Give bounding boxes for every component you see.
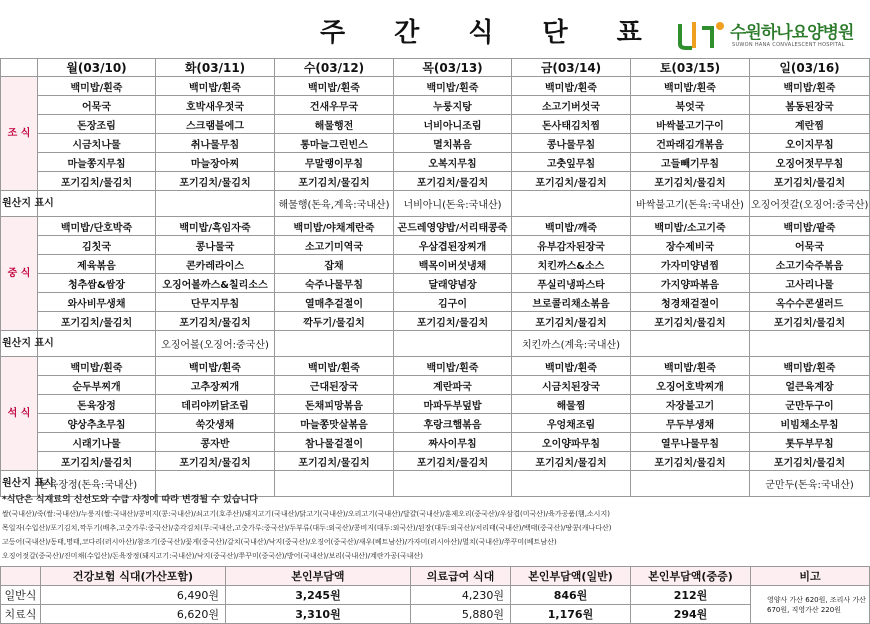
- menu-item: 포기김치/물김치: [156, 452, 275, 471]
- menu-row: [1, 115, 870, 134]
- menu-item: 포기김치/물김치: [512, 452, 631, 471]
- origin-row: [1, 191, 870, 217]
- origin-info: 오징어젓갈(오징어:중국산): [750, 191, 870, 217]
- menu-item: 백미밥/흰죽: [512, 77, 631, 96]
- menu-item: 포기김치/물김치: [38, 172, 156, 191]
- menu-item: 취나물무침: [156, 134, 275, 153]
- menu-item: 제육볶음: [38, 255, 156, 274]
- menu-item: 포기김치/물김치: [394, 312, 512, 331]
- menu-item: 백미밥/흰죽: [750, 357, 870, 376]
- corner-cell: [1, 59, 38, 77]
- menu-item: 백미밥/단호박죽: [38, 217, 156, 236]
- menu-item: 근대된장국: [275, 376, 394, 395]
- menu-item: 북엇국: [631, 96, 750, 115]
- menu-item: 브로콜리채소볶음: [512, 293, 631, 312]
- menu-item: 어묵국: [38, 96, 156, 115]
- menu-item: 백미밥/야채계란죽: [275, 217, 394, 236]
- menu-item: 포기김치/물김치: [631, 452, 750, 471]
- menu-item: 마늘쫑맛살볶음: [275, 414, 394, 433]
- day-header: 월(03/10): [38, 59, 156, 77]
- menu-item: 스크램블에그: [156, 115, 275, 134]
- menu-item: 시래기나물: [38, 433, 156, 452]
- menu-row: [1, 134, 870, 153]
- day-header-row: [1, 59, 870, 77]
- origin-note: 목일자(수입산)/포기김치,깍두기(배추,고춧가루:중국산)/총각김치(무:국내산,고춧가루:중국산)/두부류(대두:외국산)/콩비지(대두:외국산)/된장(대두:외국산)/서리태(국내산)/백태(중국산)/땅콩(캐나다산): [2, 524, 612, 532]
- day-header: 토(03/15): [631, 59, 750, 77]
- menu-item: 백미밥/소고기죽: [631, 217, 750, 236]
- menu-item: 포기김치/물김치: [38, 312, 156, 331]
- menu-item: 바싹불고기구이: [631, 115, 750, 134]
- medical-aid-fee: 5,880원: [411, 605, 511, 624]
- menu-item: 마늘장아찌: [156, 153, 275, 172]
- origin-info: 군만두(돈육:국내산): [750, 471, 870, 497]
- menu-item: 백미밥/흰죽: [512, 357, 631, 376]
- menu-item: 오이양파무침: [512, 433, 631, 452]
- price-header: 의료급여 식대: [411, 567, 511, 586]
- menu-row: [1, 153, 870, 172]
- price-note: 영양사 가산 620원, 조리사 가산 670원, 직영가산 220원: [751, 586, 870, 624]
- self-pay-general: 1,176원: [511, 605, 631, 624]
- origin-note: 쌀(국내산)/죽(쌀:국내산)/누룽지(쌀:국내산)/콩비지(콩:국내산)/쇠고기(호주산)/돼지고기(국내산)/닭고기(국내산)/오리고기(국내산)/달걀(국내산)/훈제오리(중국산)/우삼겹(미국산)/육가공품(햄,소시지): [2, 510, 610, 518]
- origin-label: 원산지 표시: [1, 471, 38, 497]
- menu-item: 호박새우젓국: [156, 96, 275, 115]
- menu-item: 치킨까스&소스: [512, 255, 631, 274]
- menu-row: [1, 357, 870, 376]
- menu-item: 톳두부무침: [750, 433, 870, 452]
- weekly-menu-table: [0, 58, 870, 497]
- menu-item: 열무나물무침: [631, 433, 750, 452]
- origin-info: [631, 331, 750, 357]
- menu-item: 너비아니조림: [394, 115, 512, 134]
- menu-item: 돈장조림: [38, 115, 156, 134]
- menu-item: 돈육장정: [38, 395, 156, 414]
- menu-item: 고추장찌개: [156, 376, 275, 395]
- menu-item: 양상추초무침: [38, 414, 156, 433]
- menu-item: 건파래김개볶음: [631, 134, 750, 153]
- menu-row: [1, 395, 870, 414]
- origin-info: [394, 331, 512, 357]
- menu-item: 유부감자된장국: [512, 236, 631, 255]
- menu-row: [1, 77, 870, 96]
- origin-row: [1, 331, 870, 357]
- menu-item: 깍두기/물김치: [275, 312, 394, 331]
- menu-row: [1, 255, 870, 274]
- menu-item: 콩나물국: [156, 236, 275, 255]
- menu-item: 고들빼기무침: [631, 153, 750, 172]
- origin-info: [156, 191, 275, 217]
- menu-item: 백미밥/흰죽: [631, 357, 750, 376]
- insurance-fee: 6,620원: [41, 605, 226, 624]
- price-row-label: 일반식: [1, 586, 41, 605]
- menu-item: 어묵국: [750, 236, 870, 255]
- menu-item: 장수제비국: [631, 236, 750, 255]
- menu-item: 해물찜: [512, 395, 631, 414]
- logo-name: 수원하나요양병원: [730, 23, 854, 43]
- menu-item: 소고기버섯국: [512, 96, 631, 115]
- menu-item: 통마늘그린빈스: [275, 134, 394, 153]
- menu-item: 마늘쫑지무침: [38, 153, 156, 172]
- menu-item: 무말랭이무침: [275, 153, 394, 172]
- menu-item: 백미밥/흰죽: [38, 77, 156, 96]
- menu-item: 백미밥/팥죽: [750, 217, 870, 236]
- menu-item: 오이지무침: [750, 134, 870, 153]
- self-pay: 3,310원: [226, 605, 411, 624]
- menu-item: 청경채겉절이: [631, 293, 750, 312]
- menu-item: 포기김치/물김치: [38, 452, 156, 471]
- menu-item: 우엉채조림: [512, 414, 631, 433]
- menu-item: 시금치나물: [38, 134, 156, 153]
- menu-item: 잡채: [275, 255, 394, 274]
- menu-item: 건새우무국: [275, 96, 394, 115]
- menu-item: 콘카레라이스: [156, 255, 275, 274]
- menu-item: 오복지무침: [394, 153, 512, 172]
- menu-item: 소고기미역국: [275, 236, 394, 255]
- menu-row: [1, 414, 870, 433]
- menu-item: 멸치볶음: [394, 134, 512, 153]
- menu-item: 누룽지탕: [394, 96, 512, 115]
- menu-item: 우삼겹된장찌개: [394, 236, 512, 255]
- menu-item: 가지양파볶음: [631, 274, 750, 293]
- menu-item: 시금치된장국: [512, 376, 631, 395]
- menu-item: 포기김치/물김치: [156, 172, 275, 191]
- logo-mark-icon: [676, 18, 726, 52]
- menu-item: 단무지무침: [156, 293, 275, 312]
- self-pay-severe: 212원: [631, 586, 751, 605]
- menu-item: 곤드레영양밥/서리태콩죽: [394, 217, 512, 236]
- meal-label: 조 식: [1, 77, 38, 191]
- menu-item: 돈채피망볶음: [275, 395, 394, 414]
- origin-label: 원산지 표시: [1, 191, 38, 217]
- price-header: 본인부담액: [226, 567, 411, 586]
- menu-item: 오징어볼까스&칠리소스: [156, 274, 275, 293]
- origin-info: 오징어볼(오징어:중국산): [156, 331, 275, 357]
- menu-item: 백미밥/흰죽: [394, 357, 512, 376]
- header: [0, 0, 870, 58]
- menu-item: 해물행전: [275, 115, 394, 134]
- menu-item: 포기김치/물김치: [750, 312, 870, 331]
- menu-item: 포기김치/물김치: [631, 172, 750, 191]
- menu-row: [1, 312, 870, 331]
- menu-item: 포기김치/물김치: [394, 172, 512, 191]
- menu-item: 고춧잎무침: [512, 153, 631, 172]
- menu-item: 달래양념장: [394, 274, 512, 293]
- origin-info: 바싹불고기(돈육:국내산): [631, 191, 750, 217]
- menu-row: [1, 236, 870, 255]
- menu-item: 와사비무생채: [38, 293, 156, 312]
- menu-item: 숙주나물무침: [275, 274, 394, 293]
- menu-item: 자장불고기: [631, 395, 750, 414]
- origin-label: 원산지 표시: [1, 331, 38, 357]
- menu-item: 포기김치/물김치: [512, 312, 631, 331]
- menu-row: [1, 452, 870, 471]
- page-title: 주 간 식 단 표: [320, 18, 662, 48]
- menu-item: 백미밥/흑임자죽: [156, 217, 275, 236]
- origin-info: [750, 331, 870, 357]
- meal-label: 중 식: [1, 217, 38, 331]
- price-header: 본인부담액(중증): [631, 567, 751, 586]
- menu-item: 옥수수콘샐러드: [750, 293, 870, 312]
- menu-item: 포기김치/물김치: [750, 452, 870, 471]
- menu-item: 오징어젓무무침: [750, 153, 870, 172]
- day-header: 목(03/13): [394, 59, 512, 77]
- origin-info: 치킨까스(계육:국내산): [512, 331, 631, 357]
- self-pay-general: 846원: [511, 586, 631, 605]
- menu-row: [1, 376, 870, 395]
- menu-item: 백미밥/흰죽: [750, 77, 870, 96]
- price-header: 비고: [751, 567, 870, 586]
- day-header: 금(03/14): [512, 59, 631, 77]
- menu-item: 무두부생채: [631, 414, 750, 433]
- menu-item: 데리야끼닭조림: [156, 395, 275, 414]
- menu-item: 가자미양념찜: [631, 255, 750, 274]
- menu-item: 백미밥/흰죽: [156, 77, 275, 96]
- menu-item: 마파두부덮밥: [394, 395, 512, 414]
- origin-info: 너비아니(돈육:국내산): [394, 191, 512, 217]
- origin-info: [38, 331, 156, 357]
- price-row-label: 치료식: [1, 605, 41, 624]
- price-header: 본인부담액(일반): [511, 567, 631, 586]
- menu-item: 고사리나물: [750, 274, 870, 293]
- meal-label: 석 식: [1, 357, 38, 471]
- menu-item: 포기김치/물김치: [512, 172, 631, 191]
- menu-item: 포기김치/물김치: [750, 172, 870, 191]
- menu-item: 열매추겉절이: [275, 293, 394, 312]
- insurance-fee: 6,490원: [41, 586, 226, 605]
- day-header: 일(03/16): [750, 59, 870, 77]
- menu-item: 김칫국: [38, 236, 156, 255]
- price-row-therapeutic: [1, 605, 870, 624]
- price-row-regular: [1, 586, 870, 605]
- menu-item: 계란파국: [394, 376, 512, 395]
- menu-item: 포기김치/물김치: [631, 312, 750, 331]
- origin-info: [275, 331, 394, 357]
- origin-info: [512, 191, 631, 217]
- menu-item: 돈사태김치찜: [512, 115, 631, 134]
- menu-item: 쑥갓생채: [156, 414, 275, 433]
- menu-item: 후랑크햄볶음: [394, 414, 512, 433]
- notes-section: [0, 493, 870, 563]
- price-header-row: [1, 567, 870, 586]
- meal-price-table: [0, 566, 870, 624]
- origin-note: 고등어(국내산)/동태,명태,코다리(러시아산)/참조기(중국산)/꽃게(중국산)/갈치(국내산)/낙지(중국산)/오징어(중국산)/새우(베트남산)/가자미(러시아산)/멸치(국내산)/쭈꾸미(베트남산): [2, 538, 557, 546]
- menu-item: 백목이버섯냉채: [394, 255, 512, 274]
- menu-row: [1, 433, 870, 452]
- menu-row: [1, 217, 870, 236]
- menu-item: 백미밥/흰죽: [275, 77, 394, 96]
- self-pay-severe: 294원: [631, 605, 751, 624]
- menu-item: 얼큰육계장: [750, 376, 870, 395]
- menu-item: 포기김치/물김치: [394, 452, 512, 471]
- self-pay: 3,245원: [226, 586, 411, 605]
- menu-item: 김구이: [394, 293, 512, 312]
- hospital-logo: [676, 16, 866, 56]
- menu-item: 짜사이무침: [394, 433, 512, 452]
- menu-item: 계란찜: [750, 115, 870, 134]
- menu-item: 포기김치/물김치: [156, 312, 275, 331]
- notice-text: *식단은 식재료의 신선도와 수급 사정에 따라 변경될 수 있습니다: [2, 495, 258, 505]
- menu-item: 콩나물무침: [512, 134, 631, 153]
- menu-item: 푸실리냉파스타: [512, 274, 631, 293]
- medical-aid-fee: 4,230원: [411, 586, 511, 605]
- menu-item: 콩자반: [156, 433, 275, 452]
- menu-item: 오징어호박찌개: [631, 376, 750, 395]
- menu-item: 비빔채소무침: [750, 414, 870, 433]
- menu-row: [1, 293, 870, 312]
- origin-note: 오징어젓갈(중국산)/진미채(수입산)/돈육장정(돼지고기:국내산)/낙지(중국산)/쭈꾸미(중국산)/방어(국내산)/보리(국내산)/계란가공(국내산): [2, 552, 423, 560]
- origin-info: 해물행(돈육,계육:국내산): [275, 191, 394, 217]
- menu-item: 참나물겉절이: [275, 433, 394, 452]
- origin-info: [38, 191, 156, 217]
- menu-item: 백미밥/흰죽: [156, 357, 275, 376]
- menu-item: 백미밥/흰죽: [275, 357, 394, 376]
- price-header: [1, 567, 41, 586]
- menu-item: 백미밥/깨죽: [512, 217, 631, 236]
- menu-item: 백미밥/흰죽: [38, 357, 156, 376]
- menu-item: 순두부찌개: [38, 376, 156, 395]
- price-header: 건강보험 식대(가산포함): [41, 567, 226, 586]
- menu-row: [1, 172, 870, 191]
- day-header: 수(03/12): [275, 59, 394, 77]
- menu-row: [1, 96, 870, 115]
- menu-item: 봄동된장국: [750, 96, 870, 115]
- menu-item: 소고기숙주볶음: [750, 255, 870, 274]
- menu-item: 포기김치/물김치: [275, 172, 394, 191]
- menu-item: 군만두구이: [750, 395, 870, 414]
- origin-info: 돈육장정(돈육:국내산): [38, 471, 156, 497]
- menu-row: [1, 274, 870, 293]
- menu-item: 백미밥/흰죽: [394, 77, 512, 96]
- menu-item: 청추쌈&쌈장: [38, 274, 156, 293]
- menu-item: 백미밥/흰죽: [631, 77, 750, 96]
- menu-item: 포기김치/물김치: [275, 452, 394, 471]
- day-header: 화(03/11): [156, 59, 275, 77]
- logo-english-name: SUWON HANA CONVALESCENT HOSPITAL: [732, 42, 845, 48]
